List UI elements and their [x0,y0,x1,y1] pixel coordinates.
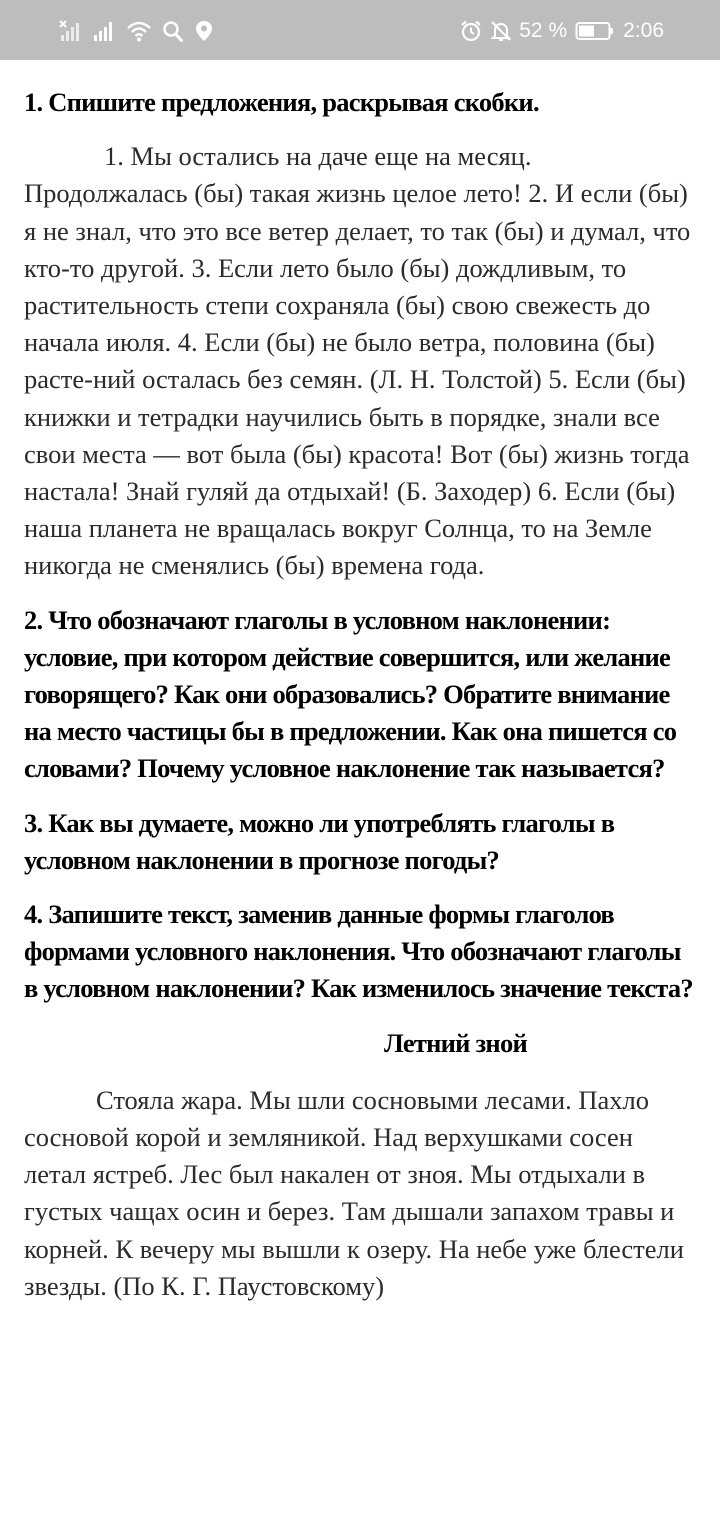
story-text: Стояла жара. Мы шли сосновыми лесами. Пахло сосновой корой и земляникой. Над верхушками сосен летал ястреб. Лес был накален от зноя. Мы отдыхали в густых чащах осин и берез. Там дышали запахом травы и корней. К вечеру мы вышли к озеру. На небе уже блестели звезды. (По К. Г. Паустовскому) [24,1084,684,1301]
battery-percent: 52 % [519,19,568,42]
status-icons-right [459,16,664,46]
signal-icon [92,19,116,43]
alarm-icon [459,19,483,43]
search-icon [162,19,184,43]
battery-icon [575,20,615,42]
no-sim-signal-icon [58,19,82,43]
wifi-icon [126,19,152,43]
task-1-heading: 1. Спишите предложения, раскрывая скобки. [24,87,539,117]
notifications-off-icon [489,19,513,43]
location-icon [194,19,214,43]
status-bar [0,0,720,60]
task-2-heading: 2. Что обозначают глаголы в условном наклонении: условие, при котором действие совершится, или желание говорящего? Как они образовались? Обратите внимание на место частицы бы в предложении. Как она пишется со словами? Почему условное наклонение так называется? [24,604,677,784]
task-3-heading: 3. Как вы думаете, можно ли употреблять глаголы в условном наклонении в прогнозе погоды? [24,807,615,875]
story-title: Летний зной [384,1027,527,1058]
task-4-heading: 4. Запишите текст, заменив данные формы глаголов формами условного наклонения. Что обозначают глаголы в условном наклонении? Как изменилось значение текста? [24,899,693,1004]
document-content [24,84,700,1305]
status-icons-left [58,17,224,45]
task-1-text: 1. Мы остались на даче еще на месяц. Продолжалась (бы) такая жизнь целое лето! 2. И если (бы) я не знал, что это все ветер делает, то так (бы) и думал, что кто-то другой. 3. Если лето было (бы) дождливым, то растительность степи сохраняла (бы) свою свежесть до начала июля. 4. Если (бы) не было ветра, половина (бы) расте-ний осталась без семян. (Л. Н. Толстой) 5. Если (бы) книжки и тетрадки научились быть в порядке, знали все свои места — вот была (бы) красота! Вот (бы) жизнь тогда настала! Знай гуляй да отдыхай! (Б. Заходер) 6. Если (бы) наша планета не вращалась вокруг Солнца, то на Земле никогда не сменялись (бы) времена года. [24,141,691,581]
clock: 2:06 [623,19,664,42]
